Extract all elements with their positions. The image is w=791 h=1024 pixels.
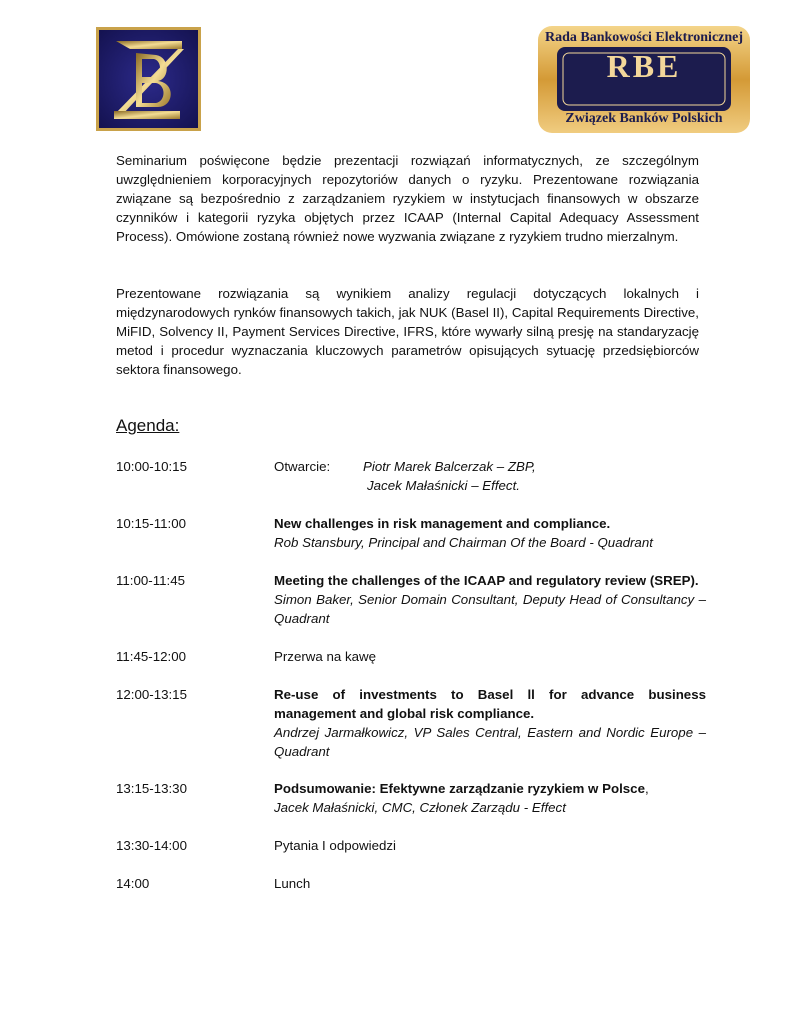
agenda-time: 13:30-14:00: [116, 838, 187, 853]
agenda-title: Re-use of investments to Basel ll for advance business management and global risk compliance.: [274, 687, 706, 721]
agenda-heading: Agenda:: [116, 416, 180, 435]
agenda-content: Przerwa na kawę: [274, 649, 376, 664]
rbe-top-text: Rada Bankowości Elektronicznej: [544, 30, 744, 45]
agenda-content: [274, 685, 706, 761]
agenda-content: Lunch: [274, 876, 311, 891]
rbe-bottom-text: Związek Banków Polskich: [565, 111, 723, 126]
agenda-content: [274, 779, 706, 817]
agenda-content: Pytania I odpowiedzi: [274, 838, 396, 853]
agenda-time: 11:45-12:00: [116, 649, 186, 664]
agenda-content: [274, 571, 706, 628]
agenda-title-suffix: ,: [644, 781, 649, 796]
agenda-time: 11:00-11:45: [116, 573, 186, 588]
agenda-speaker: Jacek Małaśnicki, CMC, Członek Zarządu - Effect: [274, 800, 566, 815]
agenda-label: Otwarcie:: [274, 459, 331, 474]
agenda-speaker: Andrzej Jarmałkowicz, VP Sales Central, Eastern and Nordic Europe – Quadrant: [274, 725, 706, 759]
agenda-time: 13:15-13:30: [116, 781, 187, 796]
agenda-speaker: Simon Baker, Senior Domain Consultant, Deputy Head of Consultancy – Quadrant: [274, 592, 706, 626]
zbp-monogram-icon: [96, 27, 201, 131]
zbp-logo: [96, 27, 201, 131]
intro-paragraph-2: Prezentowane rozwiązania są wynikiem analizy regulacji dotyczących lokalnych i międzynarodowych rynków finansowych takich, jak NUK (Basel II), Capital Requirements Directive, MiFID, Solvency II, Payment Services Directive, IFRS, które wywarły silną presję na standaryzację metod i procedur wyznaczania kluczowych parametrów opisujących sytuację przedsiębiorców sektora finansowego.: [116, 286, 699, 377]
agenda-speaker: Piotr Marek Balcerzak – ZBP,: [363, 459, 536, 474]
agenda-time: 10:00-10:15: [116, 459, 187, 474]
agenda-content: [274, 514, 706, 552]
intro-paragraph-1: Seminarium poświęcone będzie prezentacji rozwiązań informatycznych, ze szczególnym uwzględnieniem korporacyjnych repozytoriów danych o ryzyku. Prezentowane rozwiązania związane są bezpośrednio z zarządzaniem ryzykiem w instytucjach finansowych w obszarze czynników i kategorii ryzyka objętych przez ICAAP (Internal Capital Adequacy Assessment Process). Omówione zostaną również nowe wyzwania związane z ryzykiem trudno mierzalnym.: [116, 153, 699, 244]
agenda-title: New challenges in risk management and compliance.: [274, 516, 611, 531]
agenda-speaker: Jacek Małaśnicki – Effect.: [367, 478, 520, 493]
agenda-title: Podsumowanie: Efektywne zarządzanie ryzykiem w Polsce: [274, 781, 645, 796]
agenda-speaker: Rob Stansbury, Principal and Chairman Of the Board - Quadrant: [274, 535, 653, 550]
agenda-time: 12:00-13:15: [116, 687, 187, 702]
agenda-time: 10:15-11:00: [116, 516, 186, 531]
agenda-content: [274, 457, 706, 495]
rbe-center-text: RBE: [606, 48, 682, 84]
agenda-title: Meeting the challenges of the ICAAP and regulatory review (SREP).: [274, 573, 699, 588]
agenda-time: 14:00: [116, 876, 150, 891]
